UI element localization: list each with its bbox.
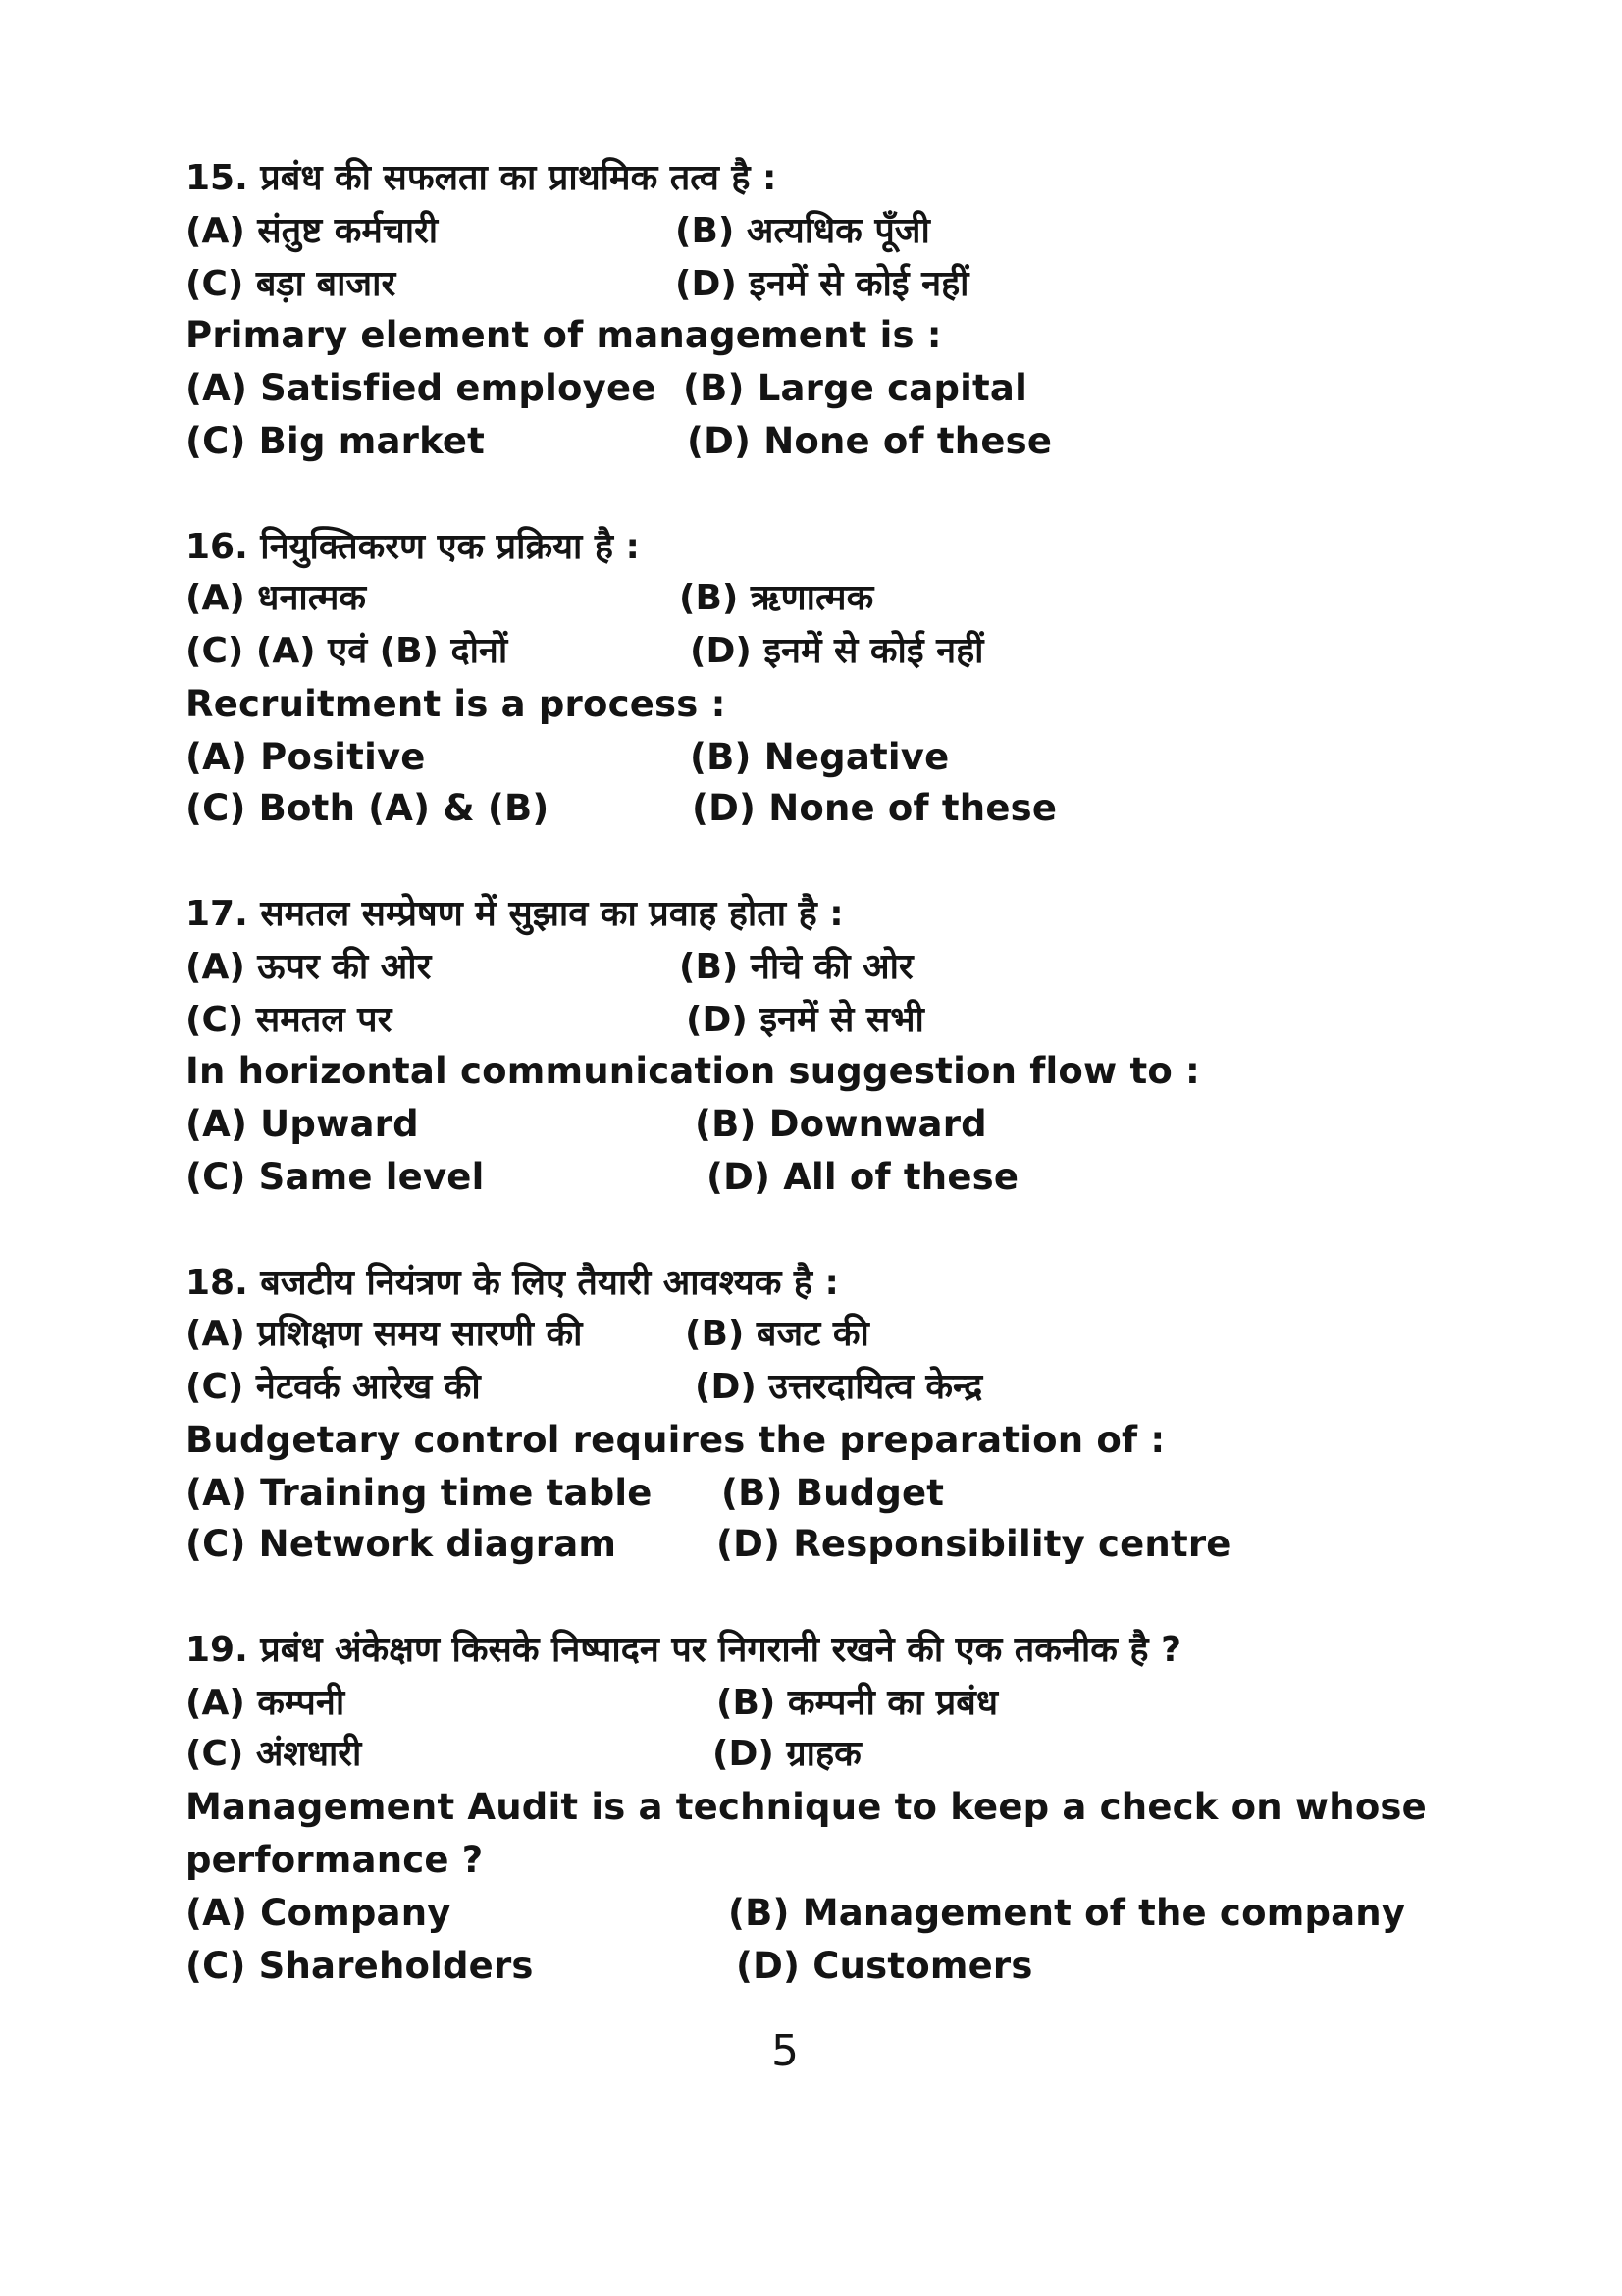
q16-english-option-a: (A) Positive <box>185 736 426 778</box>
q18-hindi-option-d: (D) उत्तरदायित्व केन्द्र <box>695 1367 983 1407</box>
q19-english-option-a: (A) Company <box>185 1892 451 1934</box>
page-number: 5 <box>771 2026 799 2076</box>
q17-english-option-b: (B) Downward <box>695 1103 987 1145</box>
q17-english-option-c: (C) Same level <box>185 1156 485 1198</box>
question-17-english-text: In horizontal communication suggestion flow to : <box>185 1050 1201 1092</box>
q17-hindi-option-d: (D) इनमें से सभी <box>686 1000 924 1040</box>
q19-hindi-option-c: (C) अंशधारी <box>185 1734 362 1774</box>
q18-hindi-option-c: (C) नेटवर्क आरेख की <box>185 1367 481 1407</box>
q17-hindi-option-b: (B) नीचे की ओर <box>679 947 914 987</box>
question-19-hindi-text: 19. प्रबंध अंकेक्षण किसके निष्पादन पर निगरानी रखने की एक तकनीक है ? <box>185 1630 1181 1670</box>
q18-english-option-c: (C) Network diagram <box>185 1523 617 1565</box>
q16-hindi-option-c: (C) (A) एवं (B) दोनों <box>185 631 508 671</box>
q15-hindi-option-d: (D) इनमें से कोई नहीं <box>675 264 969 304</box>
q15-hindi-option-a: (A) संतुष्ट कर्मचारी <box>185 211 439 251</box>
q15-english-option-a: (A) Satisfied employee <box>185 367 656 409</box>
q19-english-option-d: (D) Customers <box>736 1945 1033 1987</box>
q18-english-option-a: (A) Training time table <box>185 1472 653 1514</box>
q19-hindi-option-d: (D) ग्राहक <box>712 1734 862 1774</box>
q16-english-option-b: (B) Negative <box>690 736 950 778</box>
q16-hindi-option-d: (D) इनमें से कोई नहीं <box>690 631 984 671</box>
q18-english-option-d: (D) Responsibility centre <box>716 1523 1231 1565</box>
question-16-hindi-text: 16. नियुक्तिकरण एक प्रक्रिया है : <box>185 527 640 567</box>
q19-hindi-option-a: (A) कम्पनी <box>185 1683 345 1723</box>
question-19-english-text-line-1: Management Audit is a technique to keep a check on whose <box>185 1786 1427 1828</box>
question-15-english-text: Primary element of management is : <box>185 314 942 356</box>
q17-hindi-option-a: (A) ऊपर की ओर <box>185 947 432 987</box>
q15-hindi-option-c: (C) बड़ा बाजार <box>185 264 396 304</box>
question-18-hindi-text: 18. बजटीय नियंत्रण के लिए तैयारी आवश्यक है : <box>185 1263 839 1303</box>
q15-english-option-b: (B) Large capital <box>683 367 1027 409</box>
question-17-hindi-text: 17. समतल सम्प्रेषण में सुझाव का प्रवाह होता है : <box>185 894 844 934</box>
question-15-hindi-text: 15. प्रबंध की सफलता का प्राथमिक तत्व है : <box>185 158 777 198</box>
q17-english-option-a: (A) Upward <box>185 1103 419 1145</box>
q17-english-option-d: (D) All of these <box>706 1156 1020 1198</box>
question-16-english-text: Recruitment is a process : <box>185 683 726 725</box>
q16-english-option-c: (C) Both (A) & (B) <box>185 787 549 829</box>
q18-hindi-option-a: (A) प्रशिक्षण समय सारणी की <box>185 1314 583 1354</box>
q19-english-option-b: (B) Management of the company <box>728 1892 1406 1934</box>
q16-english-option-d: (D) None of these <box>692 787 1058 829</box>
q17-hindi-option-c: (C) समतल पर <box>185 1000 392 1040</box>
q18-hindi-option-b: (B) बजट की <box>685 1314 869 1354</box>
q16-hindi-option-b: (B) ऋणात्मक <box>679 578 874 618</box>
question-19-english-text-line-2: performance ? <box>185 1839 484 1881</box>
q16-hindi-option-a: (A) धनात्मक <box>185 578 367 618</box>
q15-english-option-c: (C) Big market <box>185 420 486 462</box>
q15-hindi-option-b: (B) अत्यधिक पूँजी <box>675 211 930 251</box>
q18-english-option-b: (B) Budget <box>721 1472 945 1514</box>
q19-english-option-c: (C) Shareholders <box>185 1945 534 1987</box>
question-18-english-text: Budgetary control requires the preparation of : <box>185 1419 1166 1461</box>
q19-hindi-option-b: (B) कम्पनी का प्रबंध <box>716 1683 998 1723</box>
q15-english-option-d: (D) None of these <box>687 420 1053 462</box>
